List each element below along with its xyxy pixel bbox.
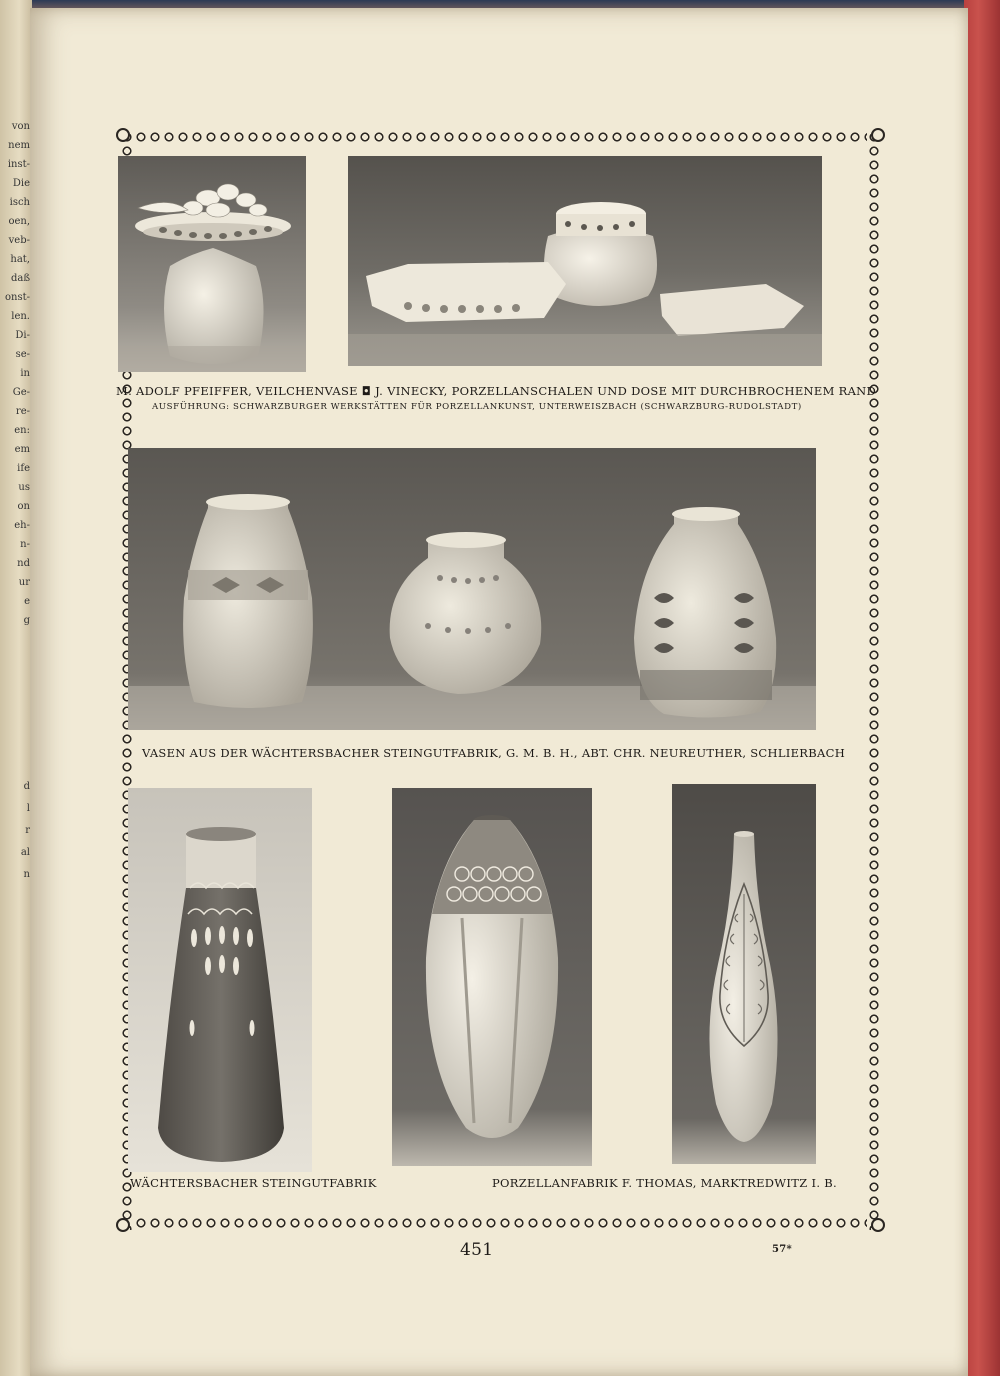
photo-violet-vase xyxy=(118,156,306,372)
book-page xyxy=(30,8,968,1376)
photo-porcelain-bowls xyxy=(348,156,822,366)
previous-page-text-fragment: isch xyxy=(9,197,30,208)
caption-top-line2: AUSFÜHRUNG: SCHWARZBURGER WERKSTÄTTEN FÜR PORZELLANKUNST, UNTERWEISZBACH (SCHWARZBURG-RUDOLSTADT) xyxy=(152,402,802,412)
previous-page-text-fragment: r xyxy=(25,825,30,836)
previous-page-text-fragment: oen, xyxy=(8,216,30,227)
previous-page-text-fragment: len. xyxy=(11,311,30,322)
previous-page-text-fragment: n- xyxy=(20,539,30,550)
photo-tall-vase-waechtersbach xyxy=(128,788,312,1172)
border-right xyxy=(867,130,881,1230)
lidded-jar xyxy=(544,227,657,306)
previous-page-text-fragment: inst- xyxy=(7,159,30,170)
previous-page-text-fragment: onst- xyxy=(5,292,30,303)
photo-slender-vase-thomas xyxy=(672,784,816,1164)
previous-page-text-fragment: ur xyxy=(18,577,30,588)
previous-page-text-fragment: se- xyxy=(15,349,30,360)
border-top xyxy=(120,130,881,144)
border-corner-ornament xyxy=(871,1218,885,1232)
border-corner-ornament xyxy=(116,128,130,142)
previous-page-text-fragment: d xyxy=(23,781,30,792)
photo-three-vases xyxy=(128,448,816,730)
previous-page-text-fragment: e xyxy=(24,596,30,607)
previous-page-text-fragment: Di- xyxy=(15,330,30,341)
border-bottom xyxy=(120,1216,881,1230)
border-corner-ornament xyxy=(116,1218,130,1232)
previous-page-text-fragment: en: xyxy=(14,425,30,436)
previous-page-text-fragment: l xyxy=(26,803,30,814)
previous-page-text-fragment: Ge- xyxy=(12,387,30,398)
left-vase xyxy=(183,497,313,708)
photo-ovoid-vase-thomas xyxy=(392,788,592,1166)
previous-page-text-fragment: nd xyxy=(17,558,30,569)
previous-page-text-fragment: on xyxy=(17,501,30,512)
signature-mark: 57* xyxy=(772,1244,793,1255)
previous-page-text-fragment: nem xyxy=(8,140,30,151)
border-corner-ornament xyxy=(871,128,885,142)
caption-top-line1: M. ADOLF PFEIFFER, VEILCHENVASE ◘ J. VINECKY, PORZELLANSCHALEN UND DOSE MIT DURCHBROCHENEM RAND xyxy=(116,384,877,398)
previous-page-text-fragment: eh- xyxy=(14,520,30,531)
previous-page-text-fragment: daß xyxy=(10,273,30,284)
book-cover-right-edge xyxy=(964,0,1000,1376)
previous-page-text-fragment: al xyxy=(20,847,30,858)
caption-bottom-right: PORZELLANFABRIK F. THOMAS, MARKTREDWITZ I. B. xyxy=(492,1176,837,1190)
previous-page-text-fragment: in xyxy=(20,368,30,379)
previous-page-text-fragment: n xyxy=(23,869,30,880)
caption-middle: VASEN AUS DER WÄCHTERSBACHER STEINGUTFABRIK, G. M. B. H., ABT. CHR. NEUREUTHER, SCHLIERBACH xyxy=(142,746,846,760)
previous-page-text-fragment: em xyxy=(14,444,30,455)
previous-page-text-fragment: re- xyxy=(15,406,30,417)
previous-page-text-fragment: von xyxy=(11,121,30,132)
previous-page-text-fragment: hat, xyxy=(10,254,30,265)
page-number: 451 xyxy=(460,1240,494,1260)
previous-page-text-fragment: us xyxy=(18,482,30,493)
previous-page-text-fragment: g xyxy=(23,615,30,626)
caption-bottom-left: WÄCHTERSBACHER STEINGUTFABRIK xyxy=(130,1176,377,1190)
previous-page-text-fragment: ife xyxy=(17,463,30,474)
previous-page-edge xyxy=(0,0,32,1376)
oval-openwork-bowl xyxy=(366,262,566,322)
previous-page-text-fragment: veb- xyxy=(8,235,30,246)
previous-page-text-fragment: Die xyxy=(12,178,30,189)
